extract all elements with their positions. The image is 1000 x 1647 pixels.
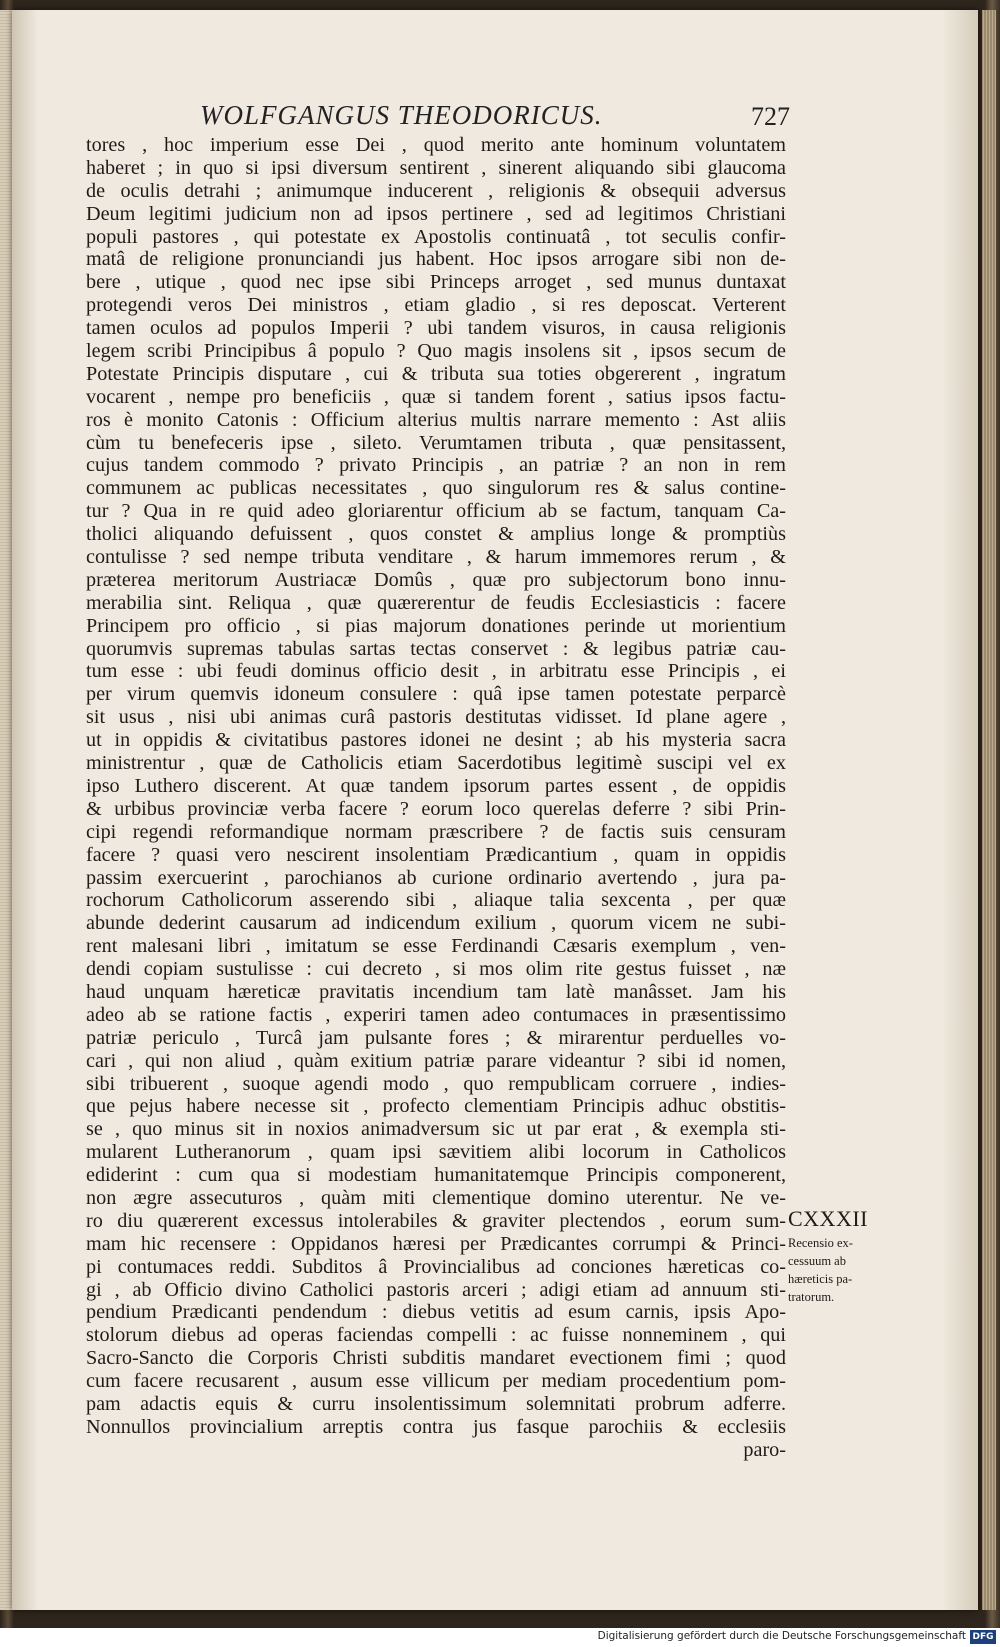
text-line: ut in oppidis & civitatibus pastores idonei ne desint ; ab his mysteria sacra (86, 729, 786, 752)
text-line: gi , ab Officio divino Catholici pastoris arceri ; adigi etiam ad annuum sti- (86, 1278, 786, 1301)
text-line: cari , qui non aliud , quàm exitium patriæ parare videantur ? sibi id nomen, (86, 1049, 786, 1072)
text-line: Nonnullos provincialium arreptis contra jus fasque parochiis & ecclesiis (86, 1415, 786, 1438)
text-line: rent malesani libri , imitatum se esse Ferdinandi Cæsaris exemplum , ven- (86, 935, 786, 958)
text-line: de oculis detrahi ; animumque inducerent , religionis & obsequii adversus (86, 179, 786, 202)
text-line: mularent Lutheranorum , quam ipsi sævitiem alibi locorum in Catholicos (86, 1141, 786, 1164)
text-line: pam adactis equis & curru insolentissimum solemnitati probrum adferre. (86, 1392, 786, 1415)
text-line: Potestate Principis disputare , cui & tributa sua toties obgererent , ingratum (86, 362, 786, 385)
text-line: præterea meritorum Austriacæ Domûs , quæ pro subjectorum bono innu- (86, 568, 786, 591)
marginal-note-line: hæreticis pa- (788, 1272, 853, 1286)
text-line: pendium Prædicanti pendendum : diebus vetitis ad esum carnis, ipsis Apo- (86, 1301, 786, 1324)
funding-note: Digitalisierung gefördert durch die Deutsche Forschungsgemeinschaft (597, 1630, 966, 1642)
dfg-logo: DFG (970, 1630, 996, 1644)
text-line: sibi tribuerent , suoque agendi modo , quo rempublicam corruere , indies- (86, 1072, 786, 1095)
text-line: bere , utique , quod nec ipse sibi Princeps arroget , sed munus duntaxat (86, 271, 786, 294)
text-line: ro diu quærerent excessus intolerabiles & graviter plectendos , eorum sum- (86, 1209, 786, 1232)
page-number: 727 (751, 102, 790, 131)
text-line: Sacro-Sancto die Corporis Christi subditis mandaret evectionem fimi ; quod (86, 1347, 786, 1370)
text-line: patriæ periculo , Turcâ jam pulsante fores ; & mirarentur perduelles vo- (86, 1026, 786, 1049)
text-line: per virum quemvis idoneum consulere : quâ ipse tamen potestate perparcè (86, 683, 786, 706)
text-line: rochorum Catholicorum asserendo sibi , aliaque talia sexcenta , per quæ (86, 889, 786, 912)
text-line: haberet ; in quo si ipsi diversum sentirent , sinerent aliquando sibi glaucoma (86, 156, 786, 179)
text-line: cujus tandem commodo ? privato Principis , an patriæ ? an non in rem (86, 454, 786, 477)
text-line: stolorum diebus ad operas faciendas compelli : ac fuisse nonneminem , qui (86, 1324, 786, 1347)
text-line: mam hic recensere : Oppidanos hæresi per Prædicantes corrumpi & Princi- (86, 1232, 786, 1255)
footer-bar (0, 1628, 1000, 1647)
text-line: se , quo minus sit in noxios animadversum sic ut par erat , & exempla sti- (86, 1118, 786, 1141)
text-line: legem scribi Principibus â populo ? Quo magis insolens sit , ipsos secum de (86, 340, 786, 363)
text-line: tholici aliquando defuissent , quos constet & amplius longe & promptiùs (86, 523, 786, 546)
text-line: matâ de religione pronunciandi jus habent. Hoc ipsos arrogare sibi non de- (86, 248, 786, 271)
text-line: ros è monito Catonis : Officium alterius multis narrare memento : Ast aliis (86, 408, 786, 431)
text-line: merabilia sint. Reliqua , quæ quærerentur de feudis Ecclesiasticis : facere (86, 591, 786, 614)
page-stack-left-edge (0, 10, 12, 1610)
text-line: vocarent , nempe pro beneficiis , quæ si tandem forent , satius ipsos factu- (86, 385, 786, 408)
main-text-block (86, 134, 786, 1462)
text-line: protegendi veros Dei ministros , etiam gladio , si res deposcat. Verterent (86, 294, 786, 317)
text-line: tamen oculos ad populos Imperii ? ubi tandem visuros, in causa religionis (86, 317, 786, 340)
text-line: sit usus , nisi ubi animas curâ pastoris destitutas vidisset. Id plane agere , (86, 706, 786, 729)
text-line: pi contumaces reddi. Subditos â Provincialibus ad conciones hæreticas co- (86, 1255, 786, 1278)
text-line: passim exercuerint , parochianos ab curione ordinario avertendo , jura pa- (86, 866, 786, 889)
text-line: facere ? quasi vero nescirent insolentiam Prædicantium , quam in oppidis (86, 843, 786, 866)
text-line: communem ac publicas necessitates , quo singulorum res & salus contine- (86, 477, 786, 500)
text-line: adeo ab se ratione factis , experiri tamen adeo contumaces in præsentissimo (86, 1003, 786, 1026)
text-line: Principem pro officio , si pias majorum donationes perinde ut morientium (86, 614, 786, 637)
text-line: tur ? Qua in re quid adeo gloriarentur officium ab se factum, tanquam Ca- (86, 500, 786, 523)
text-line: cipi regendi reformandique normam præscribere ? de factis suis censuram (86, 820, 786, 843)
text-line: ediderint : cum qua si modestiam humanitatemque Principis componerent, (86, 1164, 786, 1187)
text-line: ministrentur , quæ de Catholicis etiam Sacerdotibus legitimè suscipi vel ex (86, 752, 786, 775)
marginal-note-line: cessuum ab (788, 1254, 846, 1268)
text-line: contulisse ? sed nempe tributa venditare , & harum immemores rerum , & (86, 546, 786, 569)
marginal-note-numeral: CXXXII (788, 1206, 868, 1231)
running-head: WOLFGANGUS THEODORICUS. (200, 100, 603, 130)
text-line: populi pastores , qui potestate ex Apostolis continuatâ , tot seculis confir- (86, 225, 786, 248)
text-line: cùm tu benefeceris ipse , sileto. Verumtamen tributa , quæ pensitassent, (86, 431, 786, 454)
marginal-note-line: Recensio ex- (788, 1236, 853, 1250)
marginal-note (788, 1206, 878, 1306)
text-line: ipso Luthero discerent. At quæ tandem ipsorum partes essent , de oppidis (86, 774, 786, 797)
page-stack-right-edge (982, 10, 996, 1610)
text-line: Deum legitimi judicium non ad ipsos pertinere , sed ad legitimos Christiani (86, 202, 786, 225)
text-line: quorumvis supremas tabulas sartas tectas conservet : & legibus patriæ cau- (86, 637, 786, 660)
text-line: tores , hoc imperium esse Dei , quod merito ante hominum voluntatem (86, 134, 786, 156)
text-line: non ægre assecuturos , quàm miti clementique domino uterentur. Ne ve- (86, 1186, 786, 1209)
text-line: cum facere recusarent , ausum esse villicum per mediam procedentium pom- (86, 1370, 786, 1393)
marginal-note-text (788, 1234, 878, 1306)
text-line: abunde dederint causarum ad indicendum exilium , quorum vicem ne subi- (86, 912, 786, 935)
text-line: dendi copiam sustulisse : cui decreto , si mos olim rite gestus fuisset , næ (86, 958, 786, 981)
text-line: tum esse : ubi feudi dominus officio desit , in arbitratu esse Principis , ei (86, 660, 786, 683)
text-line: que pejus habere necesse sit , profecto clementiam Principis adhuc obstitis- (86, 1095, 786, 1118)
marginal-note-line: tratorum. (788, 1290, 835, 1304)
text-line: haud unquam hæreticæ pravitatis incendium tam latè manâsset. Jam his (86, 980, 786, 1003)
text-line: paro- (743, 1438, 786, 1461)
text-line: & urbibus provinciæ verba facere ? eorum loco querelas deferre ? sibi Prin- (86, 797, 786, 820)
